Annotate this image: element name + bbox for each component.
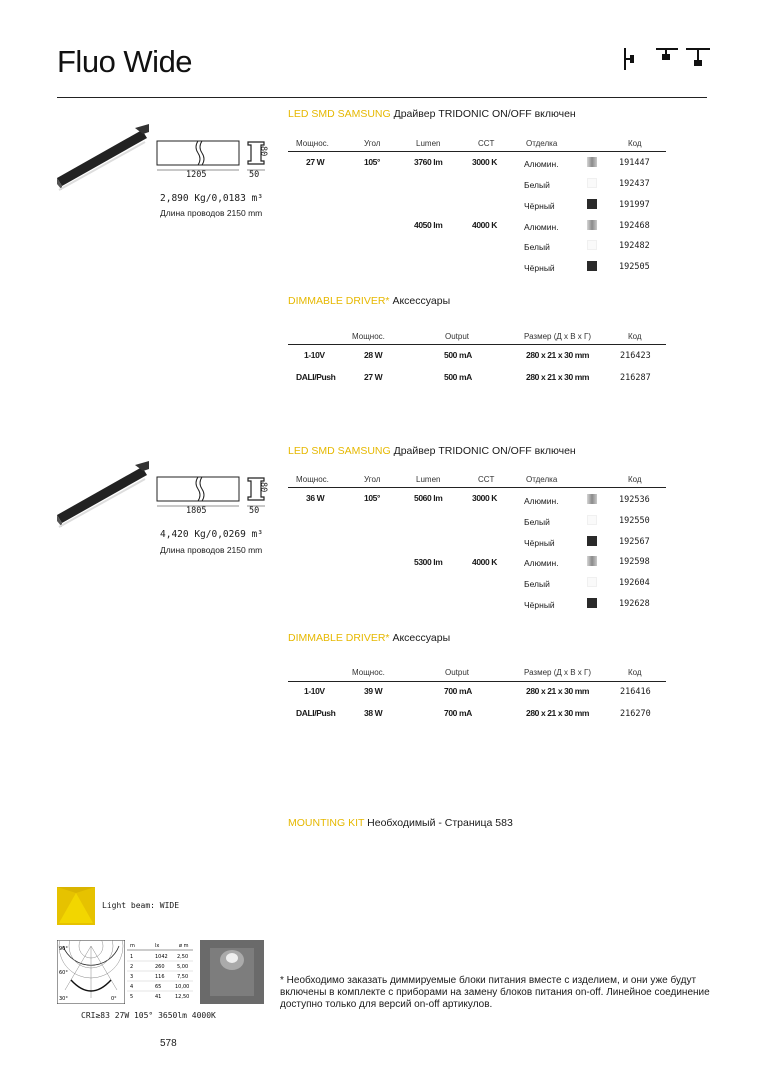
tbl-h-lx: lx	[155, 943, 160, 949]
col-power: Мощнос.	[352, 668, 385, 677]
header-text: Необходимый - Страница 583	[367, 817, 513, 829]
product-code: 192550	[619, 516, 650, 526]
tbl-cell: 41	[155, 994, 162, 1000]
driver-output: 500 mA	[444, 350, 472, 360]
cct-value: 4000 K	[472, 557, 498, 567]
product-code: 216423	[620, 351, 651, 361]
light-effect-image	[200, 940, 264, 1004]
finish-swatch	[587, 515, 597, 525]
dim-length: 1205	[186, 170, 207, 180]
section-header	[288, 445, 576, 457]
finish-swatch	[587, 157, 597, 167]
cct-value: 3000 K	[472, 157, 498, 167]
driver-size: 280 x 21 x 30 mm	[526, 350, 590, 360]
table-rule	[288, 151, 666, 152]
tbl-cell: 65	[155, 984, 162, 990]
header-text: Драйвер TRIDONIC ON/OFF включен	[393, 108, 576, 120]
power-value: 36 W	[306, 493, 325, 503]
finish-label: Чёрный	[524, 600, 555, 610]
product-code: 192468	[619, 221, 650, 231]
page-number: 578	[160, 1038, 177, 1049]
illuminance-table	[127, 940, 193, 1004]
angle-90: 90°	[59, 946, 68, 952]
tbl-cell: 260	[155, 964, 165, 970]
angle-30: 30°	[59, 996, 68, 1002]
lumen-value: 5060 lm	[414, 493, 443, 503]
product-code: 216287	[620, 373, 651, 383]
tbl-cell: 3	[130, 974, 134, 980]
col-output: Output	[445, 332, 470, 341]
product-code: 216270	[620, 709, 651, 719]
finish-label: Белый	[524, 180, 550, 190]
col-size: Размер (Д x В x Г)	[524, 332, 592, 341]
tbl-cell: 5	[130, 994, 134, 1000]
header-accent: DIMMABLE DRIVER*	[288, 632, 390, 644]
table-rule	[288, 681, 666, 682]
col-angle: Угол	[364, 475, 381, 484]
driver-type: DALI/Push	[296, 372, 336, 382]
lumen-value: 3760 lm	[414, 157, 443, 167]
tbl-h-dia: ø m	[179, 943, 189, 949]
driver-type: 1-10V	[304, 350, 325, 360]
col-power: Мощнос.	[296, 139, 329, 148]
tbl-cell: 12,50	[175, 994, 190, 1000]
photometry-caption: CRI≥83 27W 105° 3650lm 4000K	[81, 1011, 216, 1020]
finish-swatch	[587, 494, 597, 504]
header-accent: DIMMABLE DRIVER*	[288, 295, 390, 307]
finish-swatch	[587, 199, 597, 209]
finish-swatch	[587, 220, 597, 230]
title-rule	[57, 97, 707, 98]
finish-label: Алюмин.	[524, 159, 559, 169]
header-text: Аксессуары	[392, 632, 451, 644]
driver-size: 280 x 21 x 30 mm	[526, 372, 590, 382]
table-rule	[288, 344, 666, 345]
polar-diagram-icon	[57, 940, 125, 1004]
product-code: 192505	[619, 262, 650, 272]
driver-power: 38 W	[364, 708, 383, 718]
finish-label: Алюмин.	[524, 496, 559, 506]
tbl-cell: 10,00	[175, 984, 190, 990]
col-cct: CCT	[478, 475, 495, 484]
page-title: Fluo Wide	[57, 44, 193, 79]
finish-label: Алюмин.	[524, 558, 559, 568]
col-power: Мощнос.	[352, 332, 385, 341]
finish-label: Белый	[524, 517, 550, 527]
product-code: 192437	[619, 179, 650, 189]
angle-0: 0°	[111, 996, 117, 1002]
lumen-value: 5300 lm	[414, 557, 443, 567]
col-angle: Угол	[364, 139, 381, 148]
finish-swatch	[587, 178, 597, 188]
dim-width: 50	[249, 506, 260, 516]
finish-swatch	[587, 598, 597, 608]
header-text: Драйвер TRIDONIC ON/OFF включен	[393, 445, 576, 457]
finish-label: Алюмин.	[524, 222, 559, 232]
driver-type: DALI/Push	[296, 708, 336, 718]
driver-size: 280 x 21 x 30 mm	[526, 686, 590, 696]
table-rule	[288, 487, 666, 488]
tbl-cell: 1	[130, 954, 134, 960]
col-code: Код	[628, 475, 642, 484]
angle-value: 105°	[364, 157, 380, 167]
product-code: 192482	[619, 241, 650, 251]
tbl-cell: 1042	[155, 954, 168, 960]
col-power: Мощнос.	[296, 475, 329, 484]
driver-output: 500 mA	[444, 372, 472, 382]
dim-width: 50	[249, 170, 260, 180]
product-code: 192628	[619, 599, 650, 609]
finish-swatch	[587, 577, 597, 587]
col-finish: Отделка	[526, 475, 558, 484]
tbl-cell: 5,00	[177, 964, 189, 970]
finish-swatch	[587, 536, 597, 546]
dimmable-header	[288, 632, 450, 644]
product-code: 191447	[619, 158, 650, 168]
col-output: Output	[445, 668, 470, 677]
wire-length: Длина проводов 2150 mm	[160, 208, 263, 218]
finish-swatch	[587, 240, 597, 250]
col-code: Код	[628, 332, 642, 341]
finish-label: Чёрный	[524, 263, 555, 273]
col-size: Размер (Д x В x Г)	[524, 668, 592, 677]
section-header	[288, 108, 576, 120]
driver-size: 280 x 21 x 30 mm	[526, 708, 590, 718]
dim-length: 1805	[186, 506, 207, 516]
col-cct: CCT	[478, 139, 495, 148]
tbl-cell: 2,50	[177, 954, 189, 960]
col-code: Код	[628, 139, 642, 148]
finish-label: Чёрный	[524, 201, 555, 211]
driver-output: 700 mA	[444, 686, 472, 696]
product-code: 191997	[619, 200, 650, 210]
product-code: 192604	[619, 578, 650, 588]
tbl-h-m: m	[130, 943, 135, 949]
power-value: 27 W	[306, 157, 325, 167]
tbl-cell: 116	[155, 974, 165, 980]
mounting-kit-line	[288, 817, 513, 829]
driver-power: 27 W	[364, 372, 383, 382]
wire-length: Длина проводов 2150 mm	[160, 545, 263, 555]
finish-label: Белый	[524, 242, 550, 252]
driver-output: 700 mA	[444, 708, 472, 718]
dim-height: 80	[258, 482, 268, 493]
track-light-logo-icon	[620, 46, 712, 72]
tbl-cell: 4	[130, 984, 134, 990]
weight-volume: 4,420 Kg/0,0269 m³	[160, 529, 263, 540]
beam-label: Light beam: WIDE	[102, 901, 180, 910]
col-finish: Отделка	[526, 139, 558, 148]
product-code: 192567	[619, 537, 650, 547]
tbl-cell: 7,50	[177, 974, 189, 980]
product-code: 192598	[619, 557, 650, 567]
product-code: 216416	[620, 687, 651, 697]
angle-60: 60°	[59, 970, 68, 976]
dimmable-header	[288, 295, 450, 307]
tbl-cell: 2	[130, 964, 134, 970]
driver-power: 39 W	[364, 686, 383, 696]
driver-power: 28 W	[364, 350, 383, 360]
luminaire-1805-image	[57, 455, 149, 531]
beam-icon	[57, 887, 95, 925]
angle-value: 105°	[364, 493, 380, 503]
driver-type: 1-10V	[304, 686, 325, 696]
col-lumen: Lumen	[416, 139, 441, 148]
finish-swatch	[587, 261, 597, 271]
cct-value: 4000 K	[472, 220, 498, 230]
lumen-value: 4050 lm	[414, 220, 443, 230]
header-accent: MOUNTING KIT	[288, 817, 365, 829]
dim-height: 80	[258, 146, 268, 157]
cct-value: 3000 K	[472, 493, 498, 503]
finish-swatch	[587, 556, 597, 566]
footnote: * Необходимо заказать диммируемые блоки питания вместе с изделием, и они уже будут включены в комплекте с приборами на замену блоков питания on-off. Линейное соединение доступно только для версий on-off артикулов.	[280, 975, 710, 1010]
luminaire-1205-image	[57, 118, 149, 194]
finish-label: Чёрный	[524, 538, 555, 548]
header-text: Аксессуары	[392, 295, 451, 307]
header-accent: LED SMD SAMSUNG	[288, 445, 391, 457]
weight-volume: 2,890 Kg/0,0183 m³	[160, 193, 263, 204]
header-accent: LED SMD SAMSUNG	[288, 108, 391, 120]
product-code: 192536	[619, 495, 650, 505]
col-code: Код	[628, 668, 642, 677]
col-lumen: Lumen	[416, 475, 441, 484]
finish-label: Белый	[524, 579, 550, 589]
